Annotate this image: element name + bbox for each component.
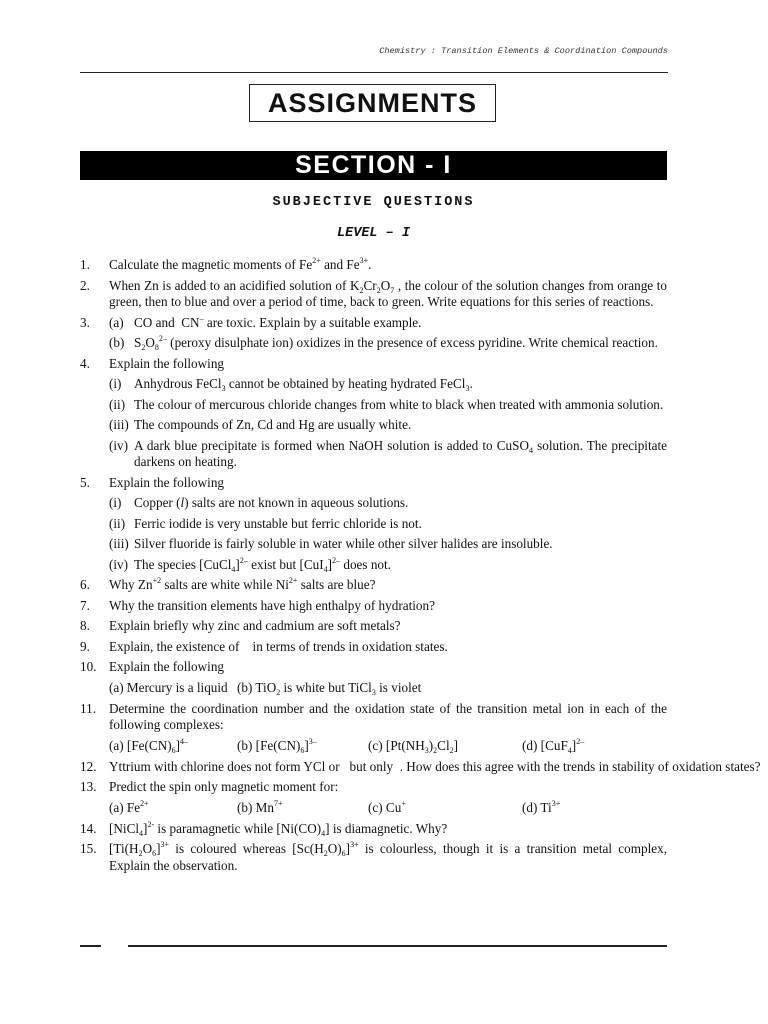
subscript: 2 xyxy=(276,687,281,697)
title-box xyxy=(249,84,496,122)
subscript: 2 xyxy=(433,745,438,755)
subscript: 2 xyxy=(138,849,143,858)
option xyxy=(109,680,228,697)
text-run: Determine the coordination number and the oxidation state of the transition metal ion in each of the following complexes: xyxy=(109,700,667,732)
superscript: 7+ xyxy=(274,798,283,808)
header-rule xyxy=(80,72,668,73)
sub-question-text xyxy=(134,397,663,412)
question-text xyxy=(109,577,667,594)
text-run: salts are blue? xyxy=(297,577,376,592)
question-number: 5. xyxy=(80,474,90,490)
text-run: is white but TiCl xyxy=(280,679,372,695)
subscript: 7 xyxy=(390,285,395,295)
question-number: 7. xyxy=(80,597,90,613)
question-item xyxy=(80,577,667,594)
superscript: +2 xyxy=(152,576,162,585)
text-run: The species [CuCl xyxy=(134,556,232,572)
sub-question-text xyxy=(134,516,422,531)
sub-question xyxy=(109,417,667,434)
superscript: 2+ xyxy=(312,256,321,265)
question-number: 10. xyxy=(80,659,97,674)
sub-question-label: (b) xyxy=(109,335,125,350)
text-run: Anhydrous FeCl xyxy=(134,376,222,391)
text-run: ] xyxy=(143,820,148,836)
superscript: – xyxy=(199,313,204,323)
sub-question-label: (i) xyxy=(109,495,122,510)
superscript: 3+ xyxy=(160,840,170,849)
sub-question-label: (iii) xyxy=(109,536,129,551)
sub-question xyxy=(109,315,667,332)
question-item xyxy=(80,758,761,776)
question-text xyxy=(109,356,667,373)
subscript: 4 xyxy=(528,445,533,455)
subscript: 2 xyxy=(449,745,454,755)
text-run: ] xyxy=(304,737,309,753)
question-number: 2. xyxy=(80,277,90,293)
section-title: SECTION - I xyxy=(295,151,452,179)
question-item xyxy=(80,841,667,874)
text-run: Explain the following xyxy=(109,474,225,490)
text-run: The colour of mercurous chloride changes from white to black when treated with ammonia solution. xyxy=(134,396,664,412)
question-text xyxy=(109,701,667,734)
text-run: Calculate the magnetic moments of Fe xyxy=(109,257,313,272)
text-run: does not. xyxy=(340,556,391,572)
question-number: 4. xyxy=(80,355,90,371)
sub-question xyxy=(109,335,667,352)
text-run: (d) Ti xyxy=(522,799,552,815)
text-run: (c) [Pt(NH xyxy=(368,737,425,753)
option xyxy=(368,738,458,755)
sub-question-label: (iv) xyxy=(109,556,129,572)
subscript: 4 xyxy=(567,745,572,755)
text-run: Explain, the existence of in terms of trends in oxidation states. xyxy=(109,638,448,654)
sub-question xyxy=(109,495,667,512)
text-run: O xyxy=(142,841,153,856)
text-run: solution. The precipitate darkens on heating. xyxy=(134,437,668,469)
question-text xyxy=(109,841,667,874)
subtitle: SUBJECTIVE QUESTIONS xyxy=(272,195,475,210)
sub-question-label: (ii) xyxy=(109,515,126,531)
text-run: is colourless, though it is a transition metal complex, Explain the observation. xyxy=(109,841,667,873)
text-run: exist but [CuI xyxy=(247,556,324,572)
question-number: 8. xyxy=(80,618,90,633)
sub-question-text xyxy=(134,335,658,350)
text-run: Cr xyxy=(363,277,377,293)
question-item xyxy=(80,618,667,635)
superscript: 4– xyxy=(180,736,189,746)
question-text xyxy=(109,821,667,838)
text-run: Explain the following xyxy=(109,355,225,371)
question-item xyxy=(80,701,667,755)
text-run: Explain the following xyxy=(109,659,225,674)
text-run: . xyxy=(469,376,473,391)
sub-question xyxy=(109,557,667,574)
question-text xyxy=(109,779,667,796)
subscript: 6 xyxy=(171,745,176,755)
question-list xyxy=(80,256,761,878)
text-run: (a) [Fe(CN) xyxy=(109,737,172,753)
subscript: 2 xyxy=(376,285,381,295)
text-run: Why Zn xyxy=(109,577,153,592)
sub-question-text xyxy=(134,495,408,510)
text-run: (a) Fe xyxy=(109,799,141,815)
question-number: 6. xyxy=(80,577,90,592)
footer-rule-long xyxy=(128,945,667,947)
text-run: . xyxy=(368,257,372,272)
text-run: ] xyxy=(327,556,333,572)
question-text xyxy=(109,639,667,656)
question-number: 9. xyxy=(80,638,90,654)
text-run: Yttrium with chlorine does not form YCl or but only . How does this agree with the trends in stability of oxidation states? xyxy=(109,758,761,774)
subscript: 4 xyxy=(321,828,326,838)
sub-question xyxy=(109,516,667,533)
text-run: When Zn is added to an acidified solution of K xyxy=(109,277,360,293)
text-run: ] xyxy=(345,841,351,856)
question-number: 13. xyxy=(80,779,97,794)
text-run: (b) Mn xyxy=(237,799,274,815)
option xyxy=(237,738,317,755)
text-run: ] xyxy=(453,737,459,753)
question-number: 12. xyxy=(80,758,97,774)
sub-question xyxy=(109,438,667,471)
text-run: Cl xyxy=(437,737,450,753)
superscript: 2+ xyxy=(140,798,149,808)
text-run: Ferric iodide is very unstable but ferric chloride is not. xyxy=(134,515,422,531)
option xyxy=(109,800,149,817)
text-run: [NiCl xyxy=(109,820,140,836)
question-number: 14. xyxy=(80,820,97,836)
text-run: (c) Cu xyxy=(368,799,402,815)
sub-question-label: (iii) xyxy=(109,417,129,432)
text-run: (b) [Fe(CN) xyxy=(237,737,301,753)
sub-question-text xyxy=(134,557,391,572)
superscript: 3+ xyxy=(551,798,561,808)
text-run: Explain briefly why zinc and cadmium are soft metals? xyxy=(109,618,401,633)
question-item xyxy=(80,779,667,817)
subscript: 3 xyxy=(465,384,470,393)
option xyxy=(368,800,406,817)
text-run: (a) Mercury is a liquid xyxy=(109,679,228,695)
text-run: O xyxy=(145,335,155,350)
subscript: 6 xyxy=(152,849,157,858)
superscript: 3+ xyxy=(350,840,359,849)
subscript: 4 xyxy=(139,828,144,838)
subscript: 4 xyxy=(323,564,328,574)
question-number: 1. xyxy=(80,257,90,272)
question-item xyxy=(80,598,667,615)
sub-question-label: (iv) xyxy=(109,437,129,453)
subscript: 2 xyxy=(323,849,328,858)
question-text xyxy=(109,257,667,274)
question-item xyxy=(80,475,667,574)
text-run: ) xyxy=(428,737,434,753)
subscript: 8 xyxy=(154,343,159,352)
text-run: ] xyxy=(571,737,577,753)
subscript: 3 xyxy=(371,687,376,697)
sub-question-label: (ii) xyxy=(109,396,126,412)
text-run: is violet xyxy=(375,679,422,695)
question-number: 3. xyxy=(80,314,90,330)
question-text xyxy=(109,475,667,492)
text-run: (b) TiO xyxy=(237,679,277,695)
option xyxy=(109,738,188,755)
option xyxy=(522,738,584,755)
sub-question-text xyxy=(134,438,667,470)
superscript: + xyxy=(401,798,406,808)
text-run: Why the transition elements have high enthalpy of hydration? xyxy=(109,597,435,613)
question-item xyxy=(80,257,667,274)
question-item xyxy=(80,821,667,838)
section-band xyxy=(80,151,667,180)
subscript: 2 xyxy=(359,285,364,295)
text-run: O) xyxy=(327,841,342,856)
question-text xyxy=(109,278,667,311)
option xyxy=(237,680,421,697)
text-run: cannot be obtained by heating hydrated FeCl xyxy=(225,376,466,391)
text-run: is paramagnetic while [Ni(CO) xyxy=(154,820,322,836)
text-run: (peroxy disulphate ion) oxidizes in the presence of excess pyridine. Write chemical reaction. xyxy=(166,335,658,350)
page-title: ASSIGNMENTS xyxy=(267,87,478,118)
question-item xyxy=(80,659,667,697)
text-run: O xyxy=(380,277,391,293)
sub-question-text xyxy=(134,417,411,432)
italic-text: l xyxy=(180,495,185,510)
text-run: are toxic. Explain by a suitable example. xyxy=(203,314,422,330)
question-text xyxy=(109,618,667,635)
question-text xyxy=(109,598,667,615)
level-heading: LEVEL – I xyxy=(337,226,410,241)
text-run: Silver fluoride is fairly soluble in water while other silver halides are insoluble. xyxy=(134,536,553,551)
sub-question xyxy=(109,376,667,393)
sub-question-text xyxy=(134,315,421,330)
text-run: (d) [CuF xyxy=(522,737,568,753)
sub-question-label: (a) xyxy=(109,314,124,330)
option xyxy=(237,800,283,817)
question-item xyxy=(80,278,667,311)
option-row xyxy=(109,738,667,755)
sub-question-text xyxy=(134,376,473,391)
subscript: 3 xyxy=(221,384,226,393)
subscript: 6 xyxy=(341,849,346,858)
question-item xyxy=(80,639,667,656)
footer-rule-short xyxy=(80,945,101,947)
superscript: 2– xyxy=(332,555,341,565)
text-run: ] is diamagnetic. Why? xyxy=(325,820,448,836)
subscript: 3 xyxy=(424,745,429,755)
text-run: [Ti(H xyxy=(109,841,139,856)
text-run: ] xyxy=(156,841,161,856)
subscript: 6 xyxy=(300,745,305,755)
text-run: Copper ( xyxy=(134,495,181,510)
superscript: 2– xyxy=(239,555,248,565)
superscript: 2- xyxy=(147,819,155,829)
text-run: salts are white while Ni xyxy=(161,577,289,592)
text-run: S xyxy=(134,335,142,350)
question-item xyxy=(80,315,667,352)
sub-question-label: (i) xyxy=(109,376,122,391)
sub-question-text xyxy=(134,536,553,551)
subscript: 4 xyxy=(231,564,236,574)
text-run: ] xyxy=(175,737,181,753)
superscript: 2– xyxy=(576,736,585,746)
option-row xyxy=(109,680,667,697)
question-text xyxy=(109,758,761,776)
superscript: 3– xyxy=(308,736,317,746)
text-run: ) salts are not known in aqueous solutions. xyxy=(184,495,409,510)
running-header: Chemistry : Transition Elements & Coordination Compounds xyxy=(379,46,668,56)
subscript: 2 xyxy=(141,343,146,352)
text-run: ] xyxy=(235,556,240,572)
text-run: , the colour of the solution changes from orange to green, then to blue and over a period of time, back to green. Write equations for this series of reactions. xyxy=(109,277,668,309)
question-number: 11. xyxy=(80,700,96,716)
text-run: and Fe xyxy=(320,257,360,272)
text-run: CO and CN xyxy=(134,314,200,330)
superscript: 2+ xyxy=(288,576,298,585)
text-run: Predict the spin only magnetic moment for: xyxy=(109,779,339,794)
question-number: 15. xyxy=(80,841,97,856)
option xyxy=(522,800,560,817)
option-row xyxy=(109,800,667,817)
text-run: A dark blue precipitate is formed when NaOH solution is added to CuSO xyxy=(134,437,529,453)
text-run: The compounds of Zn, Cd and Hg are usually white. xyxy=(134,417,412,432)
question-text xyxy=(109,659,667,676)
question-item xyxy=(80,356,667,471)
superscript: 2– xyxy=(158,334,167,343)
sub-question xyxy=(109,397,667,414)
text-run: is coloured whereas [Sc(H xyxy=(169,841,324,856)
superscript: 3+ xyxy=(359,256,369,265)
sub-question xyxy=(109,536,667,553)
